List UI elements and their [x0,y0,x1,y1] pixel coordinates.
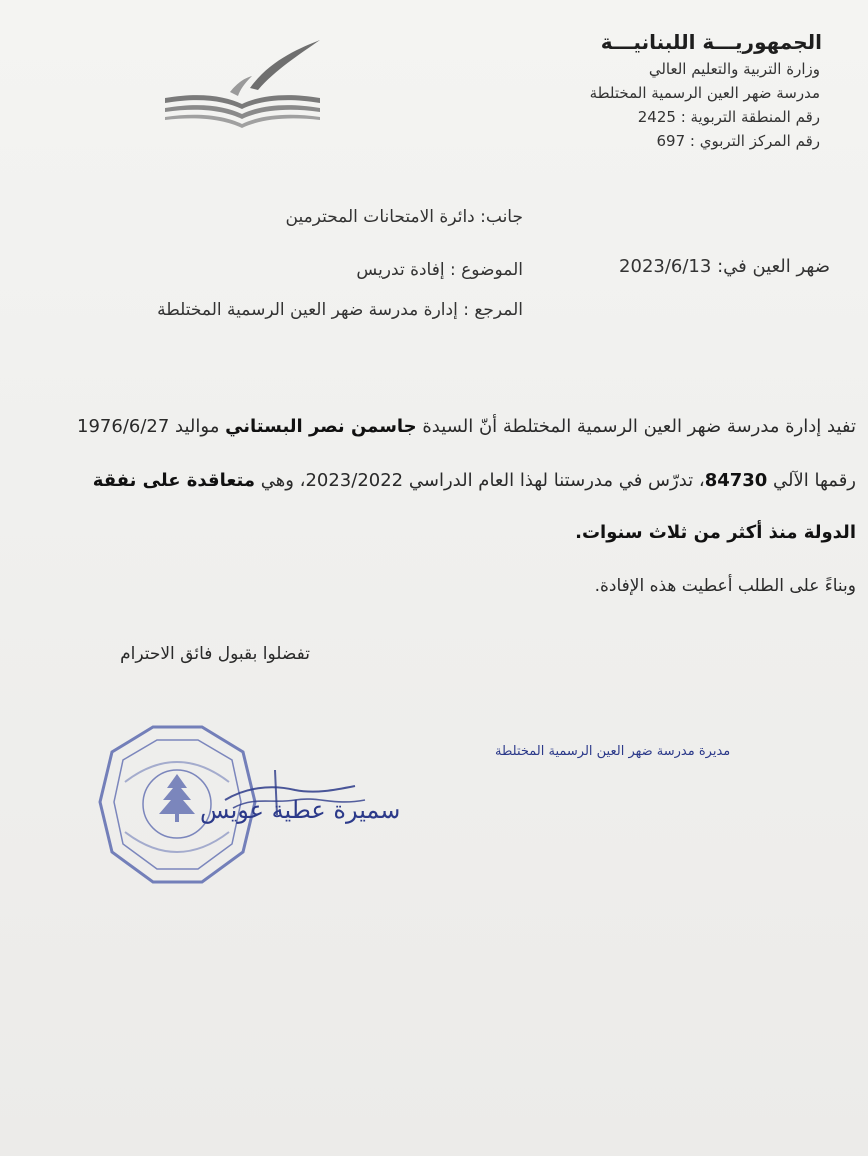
body-text: ، تدرّس في مدرستنا لهذا العام الدراسي 2023/2022، وهي [255,470,705,491]
subject-line: الموضوع : إفادة تدريس [356,260,523,280]
open-book-logo-icon [160,40,325,130]
school-name: مدرسة ضهر العين الرسمية المختلطة [589,84,820,102]
body-line-4: وبناءً على الطلب أعطيت هذه الإفادة. [594,576,856,596]
body-text: مواليد 1976/6/27 [77,416,226,437]
body-line-3 [575,522,856,543]
ministry-name: وزارة التربية والتعليم العالي [648,60,820,78]
contract-status: متعاقدة على نفقة [92,470,255,491]
body-text: تفيد إدارة مدرسة ضهر العين الرسمية المختلطة أنّ السيدة [416,416,856,437]
signatory-title: مديرة مدرسة ضهر العين الرسمية المختلطة [495,744,731,759]
body-line-2 [93,470,856,491]
zone-number: رقم المنطقة التربوية : 2425 [637,108,820,126]
teacher-name: جاسمن نصر البستاني [225,416,417,437]
body-text: رقمها الآلي [767,470,856,491]
closing-line: تفضلوا بقبول فائق الاحترام [120,644,310,664]
handwritten-signature-icon [215,760,375,835]
reference-line: المرجع : إدارة مدرسة ضهر العين الرسمية المختلطة [157,300,523,320]
place-date: ضهر العين في: 2023/6/13 [619,256,830,277]
signatory-name: سميرة عطية عويس [200,796,401,824]
recipient-line: جانب: دائرة الامتحانات المحترمين [285,207,523,227]
registration-number: 84730 [704,470,768,491]
center-number: رقم المركز التربوي : 697 [656,132,820,150]
republic-title: الجمهوريـــة اللبنانيـــة [600,30,822,54]
body-line-1 [77,416,856,437]
service-duration: الدولة منذ أكثر من ثلاث سنوات. [575,522,856,543]
